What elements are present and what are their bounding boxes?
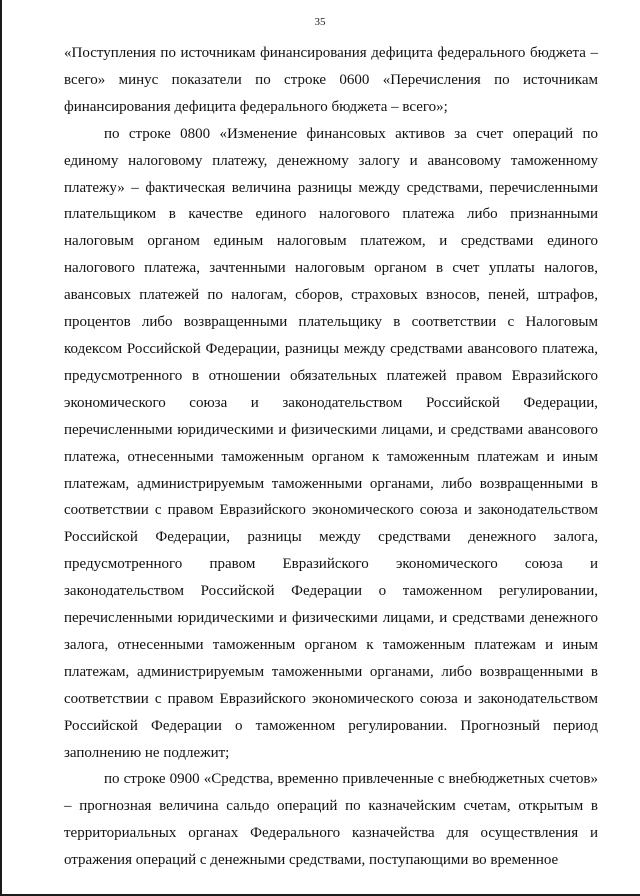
paragraph-line-0800: по строке 0800 «Изменение финансовых активов за счет операций по единому налоговому платежу, денежному залогу и авансовому таможенному платежу» – фактическая величина разницы между средствами, перечисленными плательщиком в качестве единого налогового платежа либо признанными налоговым органом единым налоговым платежом, и средствами единого налогового платежа, зачтенными налоговым органом в счет уплаты налогов, авансовых платежей по налогам, сборов, страховых взносов, пеней, штрафов, процентов либо возвращенными плательщику в соответствии с Налоговым кодексом Российской Федерации, разницы между средствами авансового платежа, предусмотренного в отношении обязательных платежей правом Евразийского экономического союза и законодательством Российской Федерации, перечисленными юридическими и физическими лицами, и средствами авансового платежа, отнесенными таможенным органом к таможенным платежам и иным платежам, администрируемым таможенными органами, либо возвращенными в соответствии с правом Евразийского экономического союза и законодательством Российской Федерации, разницы между средствами денежного залога, предусмотренного правом Евразийского экономического союза и законодательством Российской Федерации о таможенном регулировании, перечисленными юридическими и физическими лицами, и средствами денежного залога, отнесенными таможенным органом к таможенным платежам и иным платежам, администрируемым таможенными органами, либо возвращенными в соответствии с правом Евразийского экономического союза и законодательством Российской Федерации о таможенном регулировании. Прогнозный период заполнению не подлежит; [64,125,598,761]
paragraph-continuation: «Поступления по источникам финансирования дефицита федерального бюджета – всего» минус показатели по строке 0600 «Перечисления по источникам финансирования дефицита федерального бюджета – всего»; [64,45,598,115]
page-number: 35 [314,16,326,28]
body-text [64,40,598,874]
scan-left-edge [0,0,2,896]
paragraph-line-0900: по строке 0900 «Средства, временно привлеченные с внебюджетных счетов» – прогнозная величина сальдо операций по казначейским счетам, открытым в территориальных органах Федерального казначейства для осуществления и отражения операций с денежными средствами, поступающими во временное [64,771,598,869]
